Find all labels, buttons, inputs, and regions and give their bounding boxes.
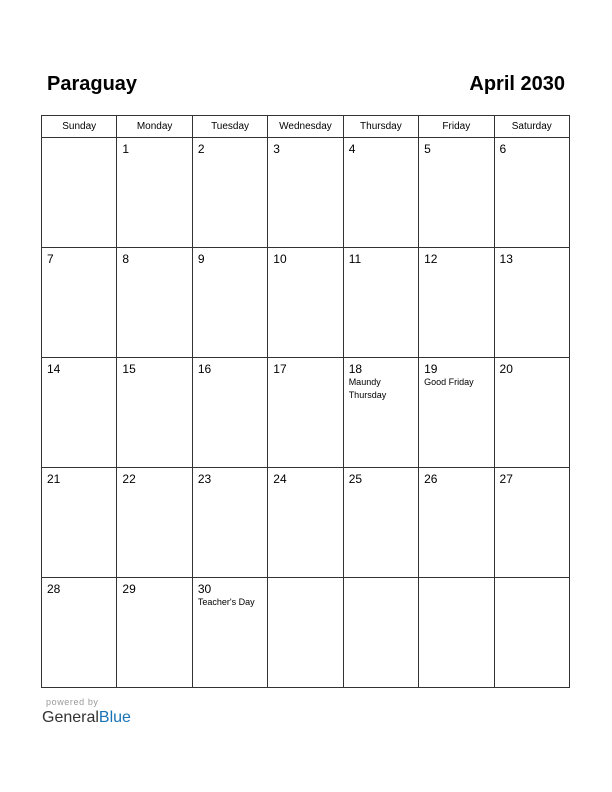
country-title: Paraguay (47, 73, 138, 95)
day-number: 24 (273, 472, 287, 486)
day-number: 27 (499, 472, 513, 486)
day-cell (494, 578, 569, 688)
day-cell (192, 358, 267, 468)
day-cell (117, 468, 192, 578)
day-cell (192, 138, 267, 248)
day-cell (343, 138, 418, 248)
day-cell (494, 468, 569, 578)
week-row (42, 138, 570, 248)
day-number (344, 578, 418, 582)
day-cell (419, 358, 494, 468)
brand-name-part2: Blue (98, 709, 131, 726)
day-number: 20 (499, 362, 513, 376)
day-cell (343, 248, 418, 358)
day-cell (419, 138, 494, 248)
day-cell (494, 248, 569, 358)
day-cell (117, 138, 192, 248)
day-number: 16 (197, 362, 212, 376)
brand-logo (42, 708, 131, 728)
day-number: 2 (197, 142, 205, 156)
day-number: 17 (273, 362, 287, 376)
day-number: 1 (122, 142, 130, 156)
day-cell (42, 138, 117, 248)
weekday-friday: Friday (419, 116, 494, 138)
day-number: 25 (348, 472, 363, 486)
day-cell (494, 358, 569, 468)
holiday-label: Teacher's Day (197, 597, 255, 607)
day-number: 4 (348, 142, 356, 156)
powered-by-text: powered by (46, 697, 99, 707)
day-number: 3 (273, 142, 280, 156)
weekday-thursday: Thursday (343, 116, 418, 138)
day-cell (117, 578, 192, 688)
day-cell (42, 468, 117, 578)
week-row (42, 358, 570, 468)
day-number: 14 (47, 362, 61, 376)
day-number: 6 (499, 142, 507, 156)
day-cell (42, 578, 117, 688)
day-cell (343, 468, 418, 578)
day-cell (419, 578, 494, 688)
day-cell (42, 358, 117, 468)
day-cell (268, 138, 343, 248)
holiday-label: Good Friday (424, 377, 474, 387)
day-number: 13 (499, 252, 513, 266)
day-number: 8 (122, 252, 130, 266)
day-number: 29 (122, 582, 136, 596)
day-number (495, 578, 569, 582)
day-cell (494, 138, 569, 248)
day-number: 7 (47, 252, 54, 266)
day-number: 11 (348, 252, 362, 266)
day-number (419, 578, 493, 582)
day-number: 19 (424, 362, 438, 376)
day-cell (268, 248, 343, 358)
day-number: 22 (122, 472, 136, 486)
day-cell (419, 248, 494, 358)
day-number: 10 (273, 252, 287, 266)
day-cell (192, 468, 267, 578)
day-cell (268, 358, 343, 468)
day-number (42, 138, 116, 142)
day-cell (117, 358, 192, 468)
day-number: 15 (122, 362, 136, 376)
day-cell (343, 358, 418, 468)
weekday-sunday: Sunday (42, 116, 117, 138)
weekday-header-row (42, 116, 570, 138)
day-cell (343, 578, 418, 688)
weekday-tuesday: Tuesday (192, 116, 267, 138)
week-row (42, 578, 570, 688)
day-number: 5 (424, 142, 431, 156)
day-cell (419, 468, 494, 578)
day-cell (117, 248, 192, 358)
day-cell (192, 578, 267, 688)
day-number: 26 (424, 472, 438, 486)
week-row (42, 248, 570, 358)
day-cell (192, 248, 267, 358)
day-cell (268, 468, 343, 578)
calendar-grid (41, 115, 570, 688)
weekday-monday: Monday (117, 116, 192, 138)
brand-name-part1: General (42, 709, 99, 726)
month-title: April 2030 (469, 73, 565, 95)
day-cell (42, 248, 117, 358)
week-row (42, 468, 570, 578)
day-number: 28 (47, 582, 61, 596)
day-number: 18 (348, 362, 363, 376)
holiday-label: Maundy Thursday (348, 377, 387, 400)
day-number: 23 (197, 472, 212, 486)
day-number: 9 (197, 252, 205, 266)
day-number: 12 (424, 252, 438, 266)
day-number: 21 (47, 472, 61, 486)
weekday-saturday: Saturday (494, 116, 569, 138)
footer (42, 697, 131, 728)
day-cell (268, 578, 343, 688)
day-number: 30 (197, 582, 212, 596)
weekday-wednesday: Wednesday (268, 116, 343, 138)
day-number (268, 578, 342, 582)
